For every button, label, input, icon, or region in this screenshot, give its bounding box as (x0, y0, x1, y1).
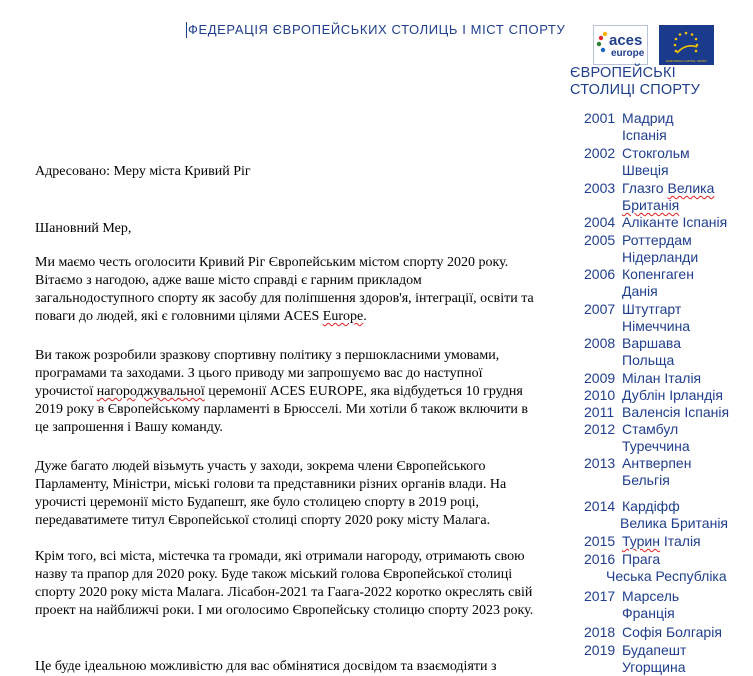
paragraph-text: Ви також розробили зразкову спортивну політику з першокласними умовами, програмами та заходами. З цього приводу ми запрошуємо вас до наступної урочистої (35, 348, 500, 399)
capital-city: Марсель (622, 588, 680, 604)
capital-country: Данія (622, 283, 658, 299)
capital-entry (584, 335, 753, 369)
capital-year: 2010 (584, 387, 616, 403)
capital-country: Іспанія (622, 127, 667, 143)
capital-country: Бельгія (622, 472, 670, 488)
capital-year: 2011 (584, 404, 615, 420)
capital-country: Британія (622, 197, 680, 213)
capital-year: 2008 (584, 335, 616, 351)
capital-entry (584, 642, 753, 676)
capital-entry (584, 370, 753, 387)
capital-city: Стамбул (622, 421, 679, 437)
letter-addressee: Адресовано: Меру міста Кривий Ріг (35, 164, 251, 179)
capital-year: 2012 (584, 421, 616, 437)
sidebar-title (570, 65, 700, 99)
capital-year: 2007 (584, 301, 616, 317)
capital-country: Велика Британія (620, 515, 729, 531)
aces-europe-logo (593, 25, 648, 65)
capital-year: 2005 (584, 232, 616, 248)
capital-city: Турин (622, 533, 660, 549)
aces-logo-subtext: europe (611, 48, 645, 59)
capital-year: 2002 (584, 145, 616, 161)
aces-logo-text: aces (609, 32, 643, 49)
capital-entry (584, 421, 753, 455)
paragraph-text-marked: Europe (322, 309, 364, 324)
capital-city: Аліканте Іспанія (622, 214, 728, 230)
capital-entry (584, 301, 753, 335)
capital-entry (584, 624, 753, 641)
capital-city: Софія Болгарія (622, 624, 722, 640)
capital-entry (584, 588, 753, 622)
sidebar-title-line2: СТОЛИЦІ СПОРТУ (570, 82, 701, 98)
capital-city: Будапешт (622, 642, 687, 658)
capital-year: 2016 (584, 551, 616, 567)
capital-city: Прага (622, 551, 661, 567)
capital-year: 2006 (584, 266, 616, 282)
eu-logo-caption: EUROPEAN CAPITAL SPORT (666, 59, 707, 63)
capital-year: 2003 (584, 180, 616, 196)
capital-city: Кардіфф (622, 498, 680, 514)
paragraph-text: Ми маємо честь оголосити Кривий Ріг Європейським містом спорту 2020 року. Вітаємо з нагодою, адже ваше місто справді є гарним прикладом загальнодоступного спорту як засобу для поліпшення здоров'я, інтеграції, освіти та поваги до людей, які є головними цілями ACES (35, 255, 534, 324)
letter-paragraph-1 (35, 254, 535, 326)
capital-city: Мілан Італія (622, 370, 702, 386)
letter-paragraph-4: Крім того, всі міста, містечка та громади, які отримали нагороду, отримають свою назву та прапор для 2020 року. Буде також міський голова Європейської столиці спорту 2020 року міста Малага. Лісабон-2021 та Гаага-2022 коротко окреслять свій проект на найближчі роки. І ми оголосимо Європейську столицю спорту 2023 року. (35, 549, 534, 618)
capital-entry (584, 533, 753, 550)
capital-country-inline: Італія (663, 533, 701, 549)
header-title: ФЕДЕРАЦІЯ ЄВРОПЕЙСЬКИХ СТОЛИЦЬ І МІСТ СПОРТУ (188, 22, 566, 37)
letter-paragraph-5: Це буде ідеальною можливістю для вас обмінятися досвідом та взаємодіяти з (35, 659, 497, 674)
capital-entry (584, 266, 753, 300)
sidebar-title-line1: ЄВРОПЕЙСЬКІ (570, 65, 676, 81)
capital-city: Штутгарт (622, 301, 682, 317)
capital-year: 2017 (584, 588, 616, 604)
capital-country: Швеція (622, 162, 669, 178)
capital-entry (584, 404, 753, 421)
capital-city: Мадрид (622, 110, 674, 126)
paragraph-text: церемонії ACES EUROPE, яка відбудеться 10 грудня 2019 року в Європейському парламенті в Брюсселі. Ми хотіли б також включити в це запрошення і Вашу команду. (35, 384, 528, 435)
capital-entry (584, 387, 753, 404)
paragraph-text: . (363, 309, 367, 324)
capital-year: 2018 (584, 624, 616, 640)
capital-city: Роттердам (622, 232, 692, 248)
capital-country: Нідерланди (622, 249, 699, 265)
capital-entry (584, 180, 753, 214)
capital-city: Стокгольм (622, 145, 690, 161)
capital-entry (584, 232, 753, 266)
capital-country: Німеччина (622, 318, 691, 334)
capital-city: Копенгаген (622, 266, 694, 282)
capital-city-extra: Велика (667, 180, 715, 196)
capital-year: 2013 (584, 455, 616, 471)
capital-year: 2014 (584, 498, 616, 514)
capital-year: 2004 (584, 214, 616, 230)
capital-country: Франція (622, 605, 675, 621)
capital-entry (584, 145, 753, 179)
capital-city: Валенсія Іспанія (622, 404, 730, 420)
capital-year: 2015 (584, 533, 616, 549)
european-capital-sport-logo (659, 25, 714, 65)
capital-year: 2009 (584, 370, 616, 386)
letter-salutation: Шановний Мер, (35, 221, 132, 236)
capital-entry (584, 455, 753, 489)
capital-entry (584, 110, 753, 144)
capital-city: Глазго (622, 180, 664, 196)
capital-country: Польща (622, 352, 675, 368)
capital-year: 2001 (584, 110, 616, 126)
paragraph-text-marked: нагороджувальної (96, 384, 205, 399)
capital-country: Туреччина (622, 438, 690, 454)
capital-entry (584, 498, 753, 532)
capital-year: 2019 (584, 642, 616, 658)
capital-city: Антверпен (622, 455, 692, 471)
capital-country: Угорщина (622, 659, 686, 675)
capital-country: Чеська Республіка (606, 568, 727, 584)
letter-paragraph-2 (35, 347, 535, 437)
capital-entry (584, 214, 753, 231)
capital-entry (584, 551, 753, 585)
letter-paragraph-3: Дуже багато людей візьмуть участь у заходи, зокрема члени Європейського Парламенту, Міністри, міські голови та представники різних органів влади. На урочисті церемонії місто Будапешт, яке було столицею спорту в 2019 році, передаватимете титул Європейської столиці спорту 2020 року місту Малага. (35, 459, 507, 528)
capital-city: Дублін Ірландія (622, 387, 723, 403)
capital-city: Варшава (622, 335, 681, 351)
